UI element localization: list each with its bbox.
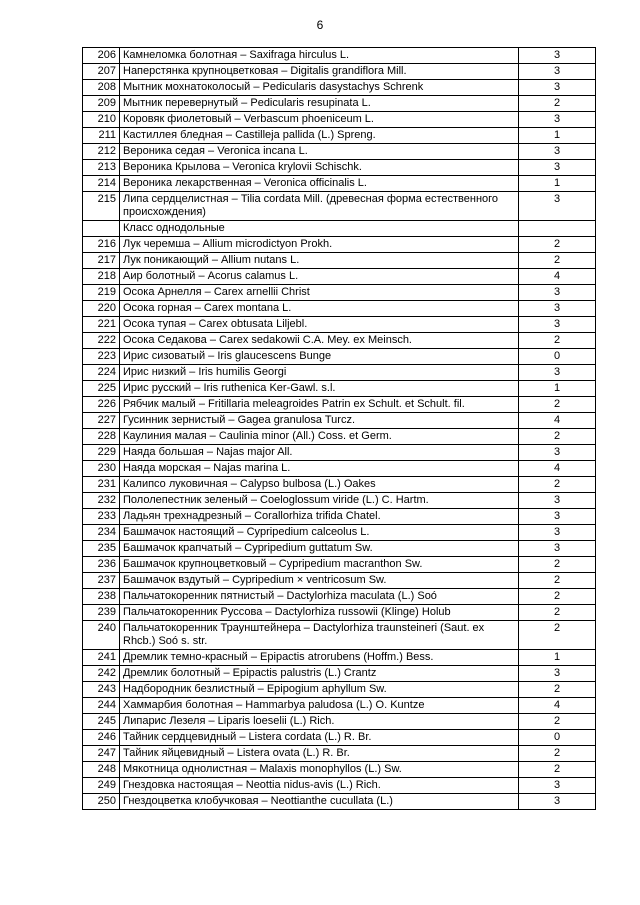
latin-name: Listera cordata (L.) R. Br. bbox=[248, 731, 372, 743]
species-name bbox=[120, 349, 519, 365]
row-number: 246 bbox=[83, 730, 120, 746]
species-name bbox=[120, 445, 519, 461]
row-number: 245 bbox=[83, 714, 120, 730]
status-category: 2 bbox=[519, 397, 596, 413]
latin-name: Hammarbya paludosa (L.) O. Kuntze bbox=[245, 699, 425, 711]
latin-name: Fritillaria meleagroides Patrin ex Schult. et Schult. fil. bbox=[208, 398, 465, 410]
row-number: 212 bbox=[83, 144, 120, 160]
russian-name: Липа сердцелистная – bbox=[123, 193, 241, 205]
table-row bbox=[83, 573, 596, 589]
table-row bbox=[83, 64, 596, 80]
row-number: 224 bbox=[83, 365, 120, 381]
status-category: 3 bbox=[519, 112, 596, 128]
status-category: 1 bbox=[519, 128, 596, 144]
latin-name: Iris glaucescens Bunge bbox=[217, 350, 332, 362]
table-row bbox=[83, 349, 596, 365]
row-number: 206 bbox=[83, 48, 120, 64]
table-row bbox=[83, 112, 596, 128]
species-name bbox=[120, 397, 519, 413]
russian-name: Надбородник безлистный – bbox=[123, 683, 267, 695]
table-row bbox=[83, 429, 596, 445]
row-number: 207 bbox=[83, 64, 120, 80]
table-row bbox=[83, 144, 596, 160]
latin-name: Verbascum phoeniceum L. bbox=[243, 113, 374, 125]
row-number: 209 bbox=[83, 96, 120, 112]
russian-name: Тайник сердцевидный – bbox=[123, 731, 249, 743]
species-name bbox=[120, 301, 519, 317]
row-number: 241 bbox=[83, 650, 120, 666]
species-name bbox=[120, 778, 519, 794]
latin-name: Castilleja pallida (L.) Spreng. bbox=[235, 129, 376, 141]
species-name bbox=[120, 253, 519, 269]
row-number: 231 bbox=[83, 477, 120, 493]
latin-name: Dactylorhiza russowii (Klinge) Holub bbox=[274, 606, 451, 618]
latin-name: Neottia nidus-avis (L.) Rich. bbox=[245, 779, 381, 791]
status-category: 3 bbox=[519, 541, 596, 557]
row-number: 236 bbox=[83, 557, 120, 573]
status-category: 2 bbox=[519, 589, 596, 605]
russian-name: Вероника седая – bbox=[123, 145, 218, 157]
latin-name: Carex montana L. bbox=[203, 302, 292, 314]
row-number: 226 bbox=[83, 397, 120, 413]
species-name bbox=[120, 493, 519, 509]
status-category: 3 bbox=[519, 301, 596, 317]
status-category: 3 bbox=[519, 666, 596, 682]
latin-name: Malaxis monophyllos (L.) Sw. bbox=[259, 763, 402, 775]
status-category: 3 bbox=[519, 525, 596, 541]
row-number: 213 bbox=[83, 160, 120, 176]
latin-name: Calypso bulbosa (L.) Oakes bbox=[239, 478, 376, 490]
species-name bbox=[120, 365, 519, 381]
russian-name: Каулиния малая – bbox=[123, 430, 219, 442]
russian-name: Осока Седакова – bbox=[123, 334, 220, 346]
species-name bbox=[120, 285, 519, 301]
russian-name: Пальчатокоренник Траунштейнера – bbox=[123, 622, 313, 634]
table-row bbox=[83, 128, 596, 144]
russian-name: Вероника Крылова – bbox=[123, 161, 233, 173]
species-name bbox=[120, 381, 519, 397]
latin-name: Pedicularis resupinata L. bbox=[250, 97, 371, 109]
species-name bbox=[120, 269, 519, 285]
table-row bbox=[83, 269, 596, 285]
species-name bbox=[120, 573, 519, 589]
latin-name: Cypripedium macranthon Sw. bbox=[278, 558, 423, 570]
row-number: 211 bbox=[83, 128, 120, 144]
status-category: 2 bbox=[519, 621, 596, 650]
russian-name: Башмачок крупноцветковый – bbox=[123, 558, 279, 570]
row-number: 215 bbox=[83, 192, 120, 221]
russian-name: Дремлик темно-красный – bbox=[123, 651, 261, 663]
species-name bbox=[120, 413, 519, 429]
species-name bbox=[120, 650, 519, 666]
species-name bbox=[120, 477, 519, 493]
row-number: 230 bbox=[83, 461, 120, 477]
russian-name: Ирис русский – bbox=[123, 382, 204, 394]
table-row bbox=[83, 666, 596, 682]
russian-name: Гнездоцветка клобучковая – bbox=[123, 795, 271, 807]
russian-name: Мякотница однолистная – bbox=[123, 763, 260, 775]
status-category: 0 bbox=[519, 349, 596, 365]
row-number: 233 bbox=[83, 509, 120, 525]
species-name bbox=[120, 333, 519, 349]
table-row bbox=[83, 621, 596, 650]
row-number: 249 bbox=[83, 778, 120, 794]
table-row bbox=[83, 541, 596, 557]
latin-name: Cypripedium calceolus L. bbox=[246, 526, 370, 538]
row-number: 229 bbox=[83, 445, 120, 461]
latin-name: Dactylorhiza traunsteineri (Saut. ex Rhcb.) Soó s. str. bbox=[123, 622, 485, 647]
latin-name: Digitalis grandiflora Mill. bbox=[290, 65, 407, 77]
species-name bbox=[120, 682, 519, 698]
russian-name: Башмачок вздутый – bbox=[123, 574, 233, 586]
status-category: 3 bbox=[519, 445, 596, 461]
latin-name: Veronica krylovii Schischk. bbox=[232, 161, 362, 173]
status-category: 4 bbox=[519, 413, 596, 429]
russian-name: Класс однодольные bbox=[123, 222, 225, 234]
russian-name: Осока Арнелля – bbox=[123, 286, 214, 298]
row-number: 232 bbox=[83, 493, 120, 509]
species-name bbox=[120, 48, 519, 64]
russian-name: Мытник мохнатоколосый – bbox=[123, 81, 263, 93]
table-row bbox=[83, 589, 596, 605]
latin-name: Caulinia minor (All.) Coss. et Germ. bbox=[218, 430, 392, 442]
russian-name: Ирис низкий – bbox=[123, 366, 199, 378]
table-row bbox=[83, 762, 596, 778]
row-number: 243 bbox=[83, 682, 120, 698]
species-name bbox=[120, 525, 519, 541]
table-row bbox=[83, 333, 596, 349]
row-number: 216 bbox=[83, 237, 120, 253]
row-number: 220 bbox=[83, 301, 120, 317]
latin-name: Dactylorhiza maculata (L.) Soó bbox=[286, 590, 437, 602]
row-number: 223 bbox=[83, 349, 120, 365]
species-name bbox=[120, 160, 519, 176]
russian-name: Ладьян трехнадрезный – bbox=[123, 510, 255, 522]
species-table bbox=[82, 47, 596, 810]
row-number: 227 bbox=[83, 413, 120, 429]
species-name bbox=[120, 746, 519, 762]
status-category: 3 bbox=[519, 365, 596, 381]
status-category: 3 bbox=[519, 317, 596, 333]
latin-name: Acorus calamus L. bbox=[207, 270, 299, 282]
latin-name: Veronica officinalis L. bbox=[263, 177, 367, 189]
status-category: 2 bbox=[519, 746, 596, 762]
row-number: 248 bbox=[83, 762, 120, 778]
row-number: 247 bbox=[83, 746, 120, 762]
species-name bbox=[120, 794, 519, 810]
latin-name: Epipactis palustris (L.) Crantz bbox=[232, 667, 377, 679]
russian-name: Пололепестник зеленый – bbox=[123, 494, 261, 506]
latin-name: Najas major All. bbox=[216, 446, 293, 458]
status-category: 2 bbox=[519, 762, 596, 778]
latin-name: Neottianthe cucullata (L.) bbox=[270, 795, 393, 807]
row-number: 208 bbox=[83, 80, 120, 96]
row-number: 221 bbox=[83, 317, 120, 333]
species-name bbox=[120, 541, 519, 557]
russian-name: Тайник яйцевидный – bbox=[123, 747, 237, 759]
latin-name: Carex arnellii Christ bbox=[213, 286, 310, 298]
table-row bbox=[83, 477, 596, 493]
row-number: 244 bbox=[83, 698, 120, 714]
table-row bbox=[83, 237, 596, 253]
table-row bbox=[83, 381, 596, 397]
species-name bbox=[120, 192, 519, 221]
status-category: 2 bbox=[519, 333, 596, 349]
status-category: 1 bbox=[519, 381, 596, 397]
russian-name: Вероника лекарственная – bbox=[123, 177, 264, 189]
species-name bbox=[120, 762, 519, 778]
section-row bbox=[83, 221, 596, 237]
latin-name: Cypripedium × ventricosum Sw. bbox=[232, 574, 387, 586]
table-row bbox=[83, 397, 596, 413]
status-category: 4 bbox=[519, 698, 596, 714]
species-name bbox=[120, 144, 519, 160]
species-name bbox=[120, 317, 519, 333]
species-name bbox=[120, 714, 519, 730]
table-row bbox=[83, 365, 596, 381]
species-name bbox=[120, 605, 519, 621]
russian-name: Наяда морская – bbox=[123, 462, 214, 474]
russian-name: Наперстянка крупноцветковая – bbox=[123, 65, 291, 77]
species-name bbox=[120, 176, 519, 192]
table-row bbox=[83, 317, 596, 333]
row-number: 219 bbox=[83, 285, 120, 301]
russian-name: Липарис Лезеля – bbox=[123, 715, 218, 727]
table-row bbox=[83, 160, 596, 176]
table-row bbox=[83, 493, 596, 509]
latin-name: Liparis loeselii (L.) Rich. bbox=[217, 715, 335, 727]
table-row bbox=[83, 730, 596, 746]
species-name bbox=[120, 112, 519, 128]
russian-name: Лук поникающий – bbox=[123, 254, 221, 266]
status-category: 2 bbox=[519, 682, 596, 698]
status-category: 1 bbox=[519, 176, 596, 192]
table-row bbox=[83, 192, 596, 221]
row-number: 242 bbox=[83, 666, 120, 682]
row-number: 218 bbox=[83, 269, 120, 285]
status-category bbox=[519, 221, 596, 237]
table-row bbox=[83, 778, 596, 794]
status-category: 4 bbox=[519, 461, 596, 477]
table-row bbox=[83, 253, 596, 269]
species-name bbox=[120, 666, 519, 682]
row-number: 239 bbox=[83, 605, 120, 621]
latin-name: Pedicularis dasystachys Schrenk bbox=[262, 81, 424, 93]
latin-name: Najas marina L. bbox=[213, 462, 291, 474]
species-name bbox=[120, 730, 519, 746]
russian-name: Наяда большая – bbox=[123, 446, 217, 458]
species-name bbox=[120, 429, 519, 445]
status-category: 2 bbox=[519, 573, 596, 589]
status-category: 3 bbox=[519, 794, 596, 810]
row-number: 234 bbox=[83, 525, 120, 541]
latin-name: Coeloglossum viride (L.) C. Hartm. bbox=[260, 494, 429, 506]
table-row bbox=[83, 509, 596, 525]
latin-name: Cypripedium guttatum Sw. bbox=[244, 542, 373, 554]
latin-name: Allium microdictyon Prokh. bbox=[202, 238, 333, 250]
status-category: 2 bbox=[519, 605, 596, 621]
table-row bbox=[83, 682, 596, 698]
russian-name: Камнеломка болотная – bbox=[123, 49, 250, 61]
status-category: 3 bbox=[519, 160, 596, 176]
latin-name: Iris humilis Georgi bbox=[198, 366, 287, 378]
row-number: 235 bbox=[83, 541, 120, 557]
species-name bbox=[120, 128, 519, 144]
status-category: 2 bbox=[519, 237, 596, 253]
russian-name: Осока тупая – bbox=[123, 318, 199, 330]
latin-name: Iris ruthenica Ker-Gawl. s.l. bbox=[203, 382, 336, 394]
latin-name: Allium nutans L. bbox=[221, 254, 300, 266]
table-row bbox=[83, 714, 596, 730]
row-number: 237 bbox=[83, 573, 120, 589]
row-number: 238 bbox=[83, 589, 120, 605]
species-name bbox=[120, 96, 519, 112]
table-row bbox=[83, 285, 596, 301]
row-number bbox=[83, 221, 120, 237]
species-name bbox=[120, 698, 519, 714]
row-number: 217 bbox=[83, 253, 120, 269]
russian-name: Осока горная – bbox=[123, 302, 204, 314]
status-category: 4 bbox=[519, 269, 596, 285]
russian-name: Кастиллея бледная – bbox=[123, 129, 236, 141]
status-category: 2 bbox=[519, 557, 596, 573]
table-row bbox=[83, 461, 596, 477]
row-number: 228 bbox=[83, 429, 120, 445]
status-category: 3 bbox=[519, 64, 596, 80]
status-category: 2 bbox=[519, 477, 596, 493]
table-row bbox=[83, 176, 596, 192]
species-name bbox=[120, 557, 519, 573]
russian-name: Башмачок крапчатый – bbox=[123, 542, 245, 554]
status-category: 2 bbox=[519, 253, 596, 269]
latin-name: Carex sedakowii C.A. Mey. ex Meinsch. bbox=[219, 334, 412, 346]
latin-name: Epipactis atrorubens (Hoffm.) Bess. bbox=[260, 651, 434, 663]
russian-name: Дремлик болотный – bbox=[123, 667, 233, 679]
status-category: 2 bbox=[519, 96, 596, 112]
row-number: 250 bbox=[83, 794, 120, 810]
species-name bbox=[120, 80, 519, 96]
status-category: 3 bbox=[519, 80, 596, 96]
species-name bbox=[120, 221, 519, 237]
latin-name: Corallorhiza trifida Chatel. bbox=[254, 510, 381, 522]
status-category: 2 bbox=[519, 429, 596, 445]
page-number: 6 bbox=[316, 18, 324, 32]
species-name bbox=[120, 64, 519, 80]
russian-name: Башмачок настоящий – bbox=[123, 526, 247, 538]
table-row bbox=[83, 301, 596, 317]
status-category: 2 bbox=[519, 714, 596, 730]
table-row bbox=[83, 445, 596, 461]
russian-name: Пальчатокоренник Руссова – bbox=[123, 606, 275, 618]
russian-name: Гнездовка настоящая – bbox=[123, 779, 246, 791]
latin-name: Gagea granulosa Turcz. bbox=[237, 414, 356, 426]
species-name bbox=[120, 621, 519, 650]
status-category: 3 bbox=[519, 285, 596, 301]
latin-name: Saxifraga hirculus L. bbox=[249, 49, 350, 61]
latin-name: Tilia cordata Mill. (древесная форма естественного происхождения) bbox=[123, 193, 499, 218]
table-row bbox=[83, 557, 596, 573]
latin-name: Veronica incana L. bbox=[217, 145, 308, 157]
russian-name: Коровяк фиолетовый – bbox=[123, 113, 244, 125]
table-row bbox=[83, 525, 596, 541]
status-category: 3 bbox=[519, 493, 596, 509]
russian-name: Аир болотный – bbox=[123, 270, 208, 282]
row-number: 222 bbox=[83, 333, 120, 349]
table-row bbox=[83, 80, 596, 96]
status-category: 3 bbox=[519, 778, 596, 794]
russian-name: Мытник перевернутый – bbox=[123, 97, 251, 109]
latin-name: Epipogium aphyllum Sw. bbox=[266, 683, 387, 695]
species-name bbox=[120, 237, 519, 253]
table-row bbox=[83, 605, 596, 621]
status-category: 3 bbox=[519, 144, 596, 160]
status-category: 3 bbox=[519, 509, 596, 525]
russian-name: Пальчатокоренник пятнистый – bbox=[123, 590, 287, 602]
status-category: 3 bbox=[519, 48, 596, 64]
status-category: 0 bbox=[519, 730, 596, 746]
table-row bbox=[83, 794, 596, 810]
russian-name: Лук черемша – bbox=[123, 238, 203, 250]
table-row bbox=[83, 96, 596, 112]
table-row bbox=[83, 698, 596, 714]
species-table-body bbox=[83, 48, 596, 810]
russian-name: Рябчик малый – bbox=[123, 398, 208, 410]
species-name bbox=[120, 589, 519, 605]
russian-name: Гусинник зернистый – bbox=[123, 414, 238, 426]
status-category: 3 bbox=[519, 192, 596, 221]
russian-name: Калипсо луковичная – bbox=[123, 478, 240, 490]
russian-name: Ирис сизоватый – bbox=[123, 350, 218, 362]
status-category: 1 bbox=[519, 650, 596, 666]
latin-name: Listera ovata (L.) R. Br. bbox=[236, 747, 350, 759]
row-number: 240 bbox=[83, 621, 120, 650]
table-row bbox=[83, 48, 596, 64]
row-number: 214 bbox=[83, 176, 120, 192]
species-name bbox=[120, 461, 519, 477]
table-row bbox=[83, 746, 596, 762]
latin-name: Carex obtusata Liljebl. bbox=[198, 318, 308, 330]
species-name bbox=[120, 509, 519, 525]
row-number: 225 bbox=[83, 381, 120, 397]
row-number: 210 bbox=[83, 112, 120, 128]
russian-name: Хаммарбия болотная – bbox=[123, 699, 246, 711]
table-row bbox=[83, 650, 596, 666]
table-row bbox=[83, 413, 596, 429]
